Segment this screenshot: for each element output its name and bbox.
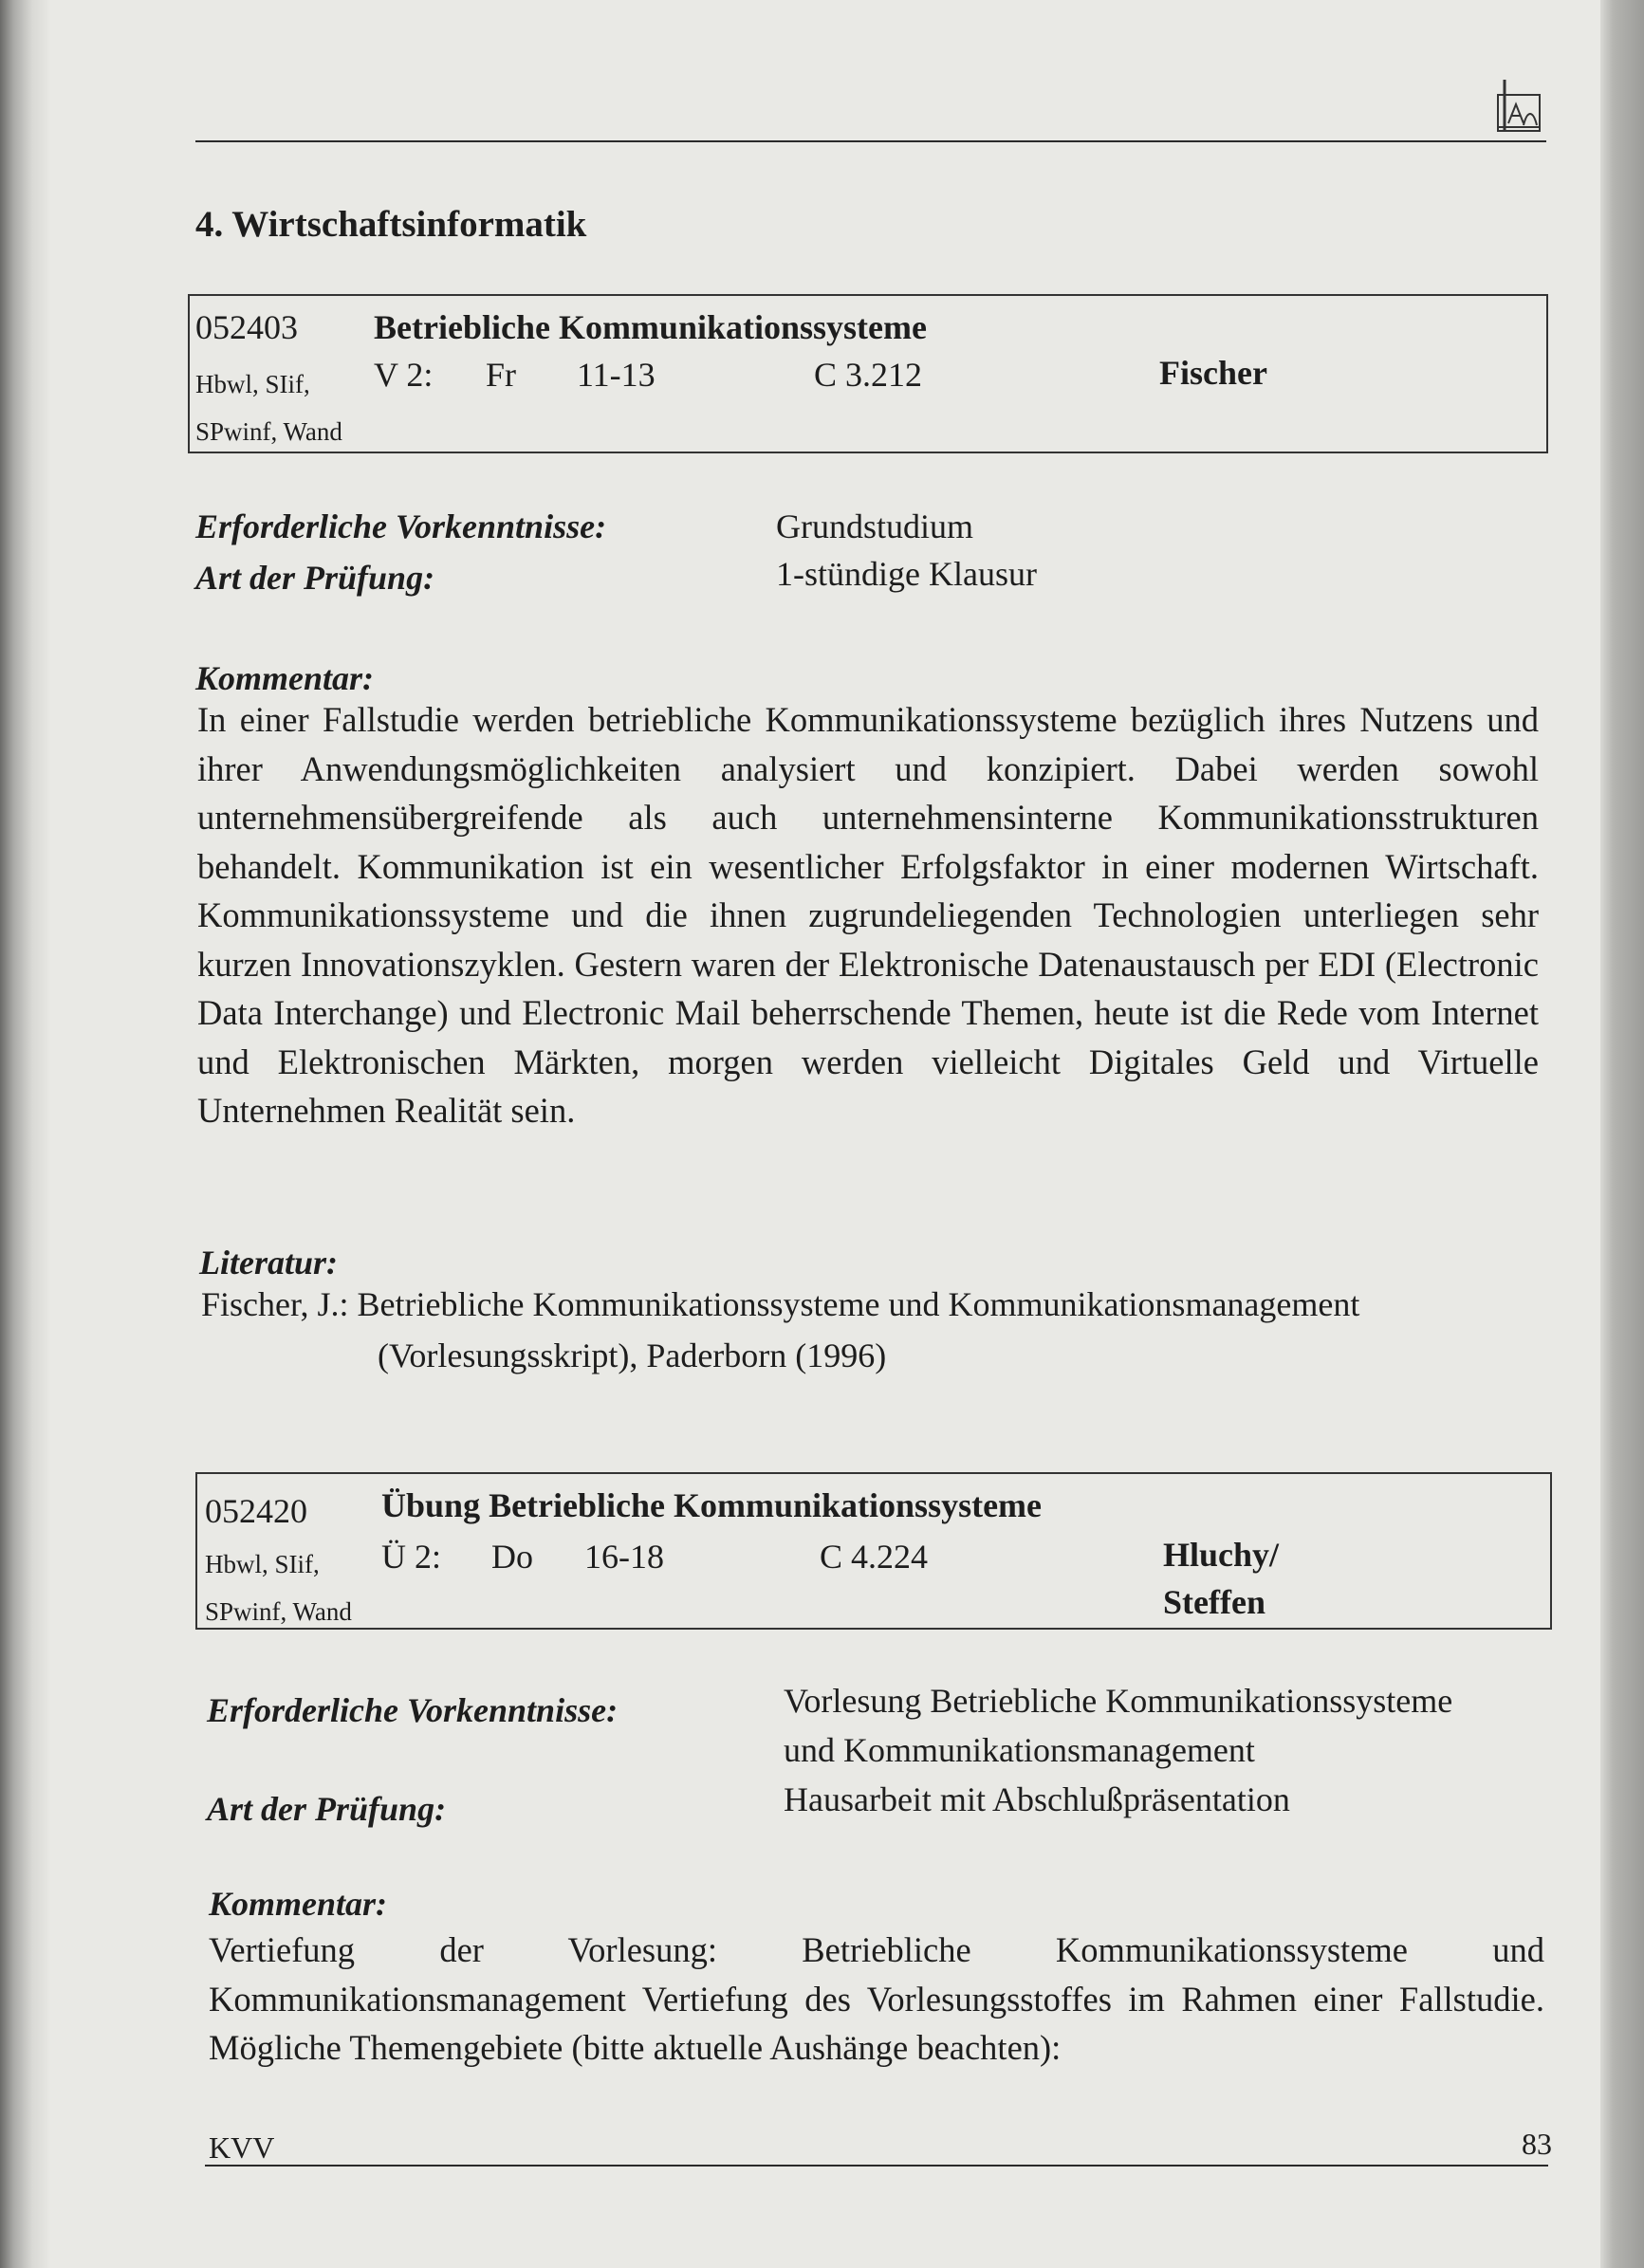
course-title-2: Übung Betriebliche Kommunikationssysteme: [381, 1486, 1043, 1524]
comment-text-2: Vertiefung der Vorlesung: Betriebliche Kommunikationssysteme und Kommunikationsmanagement Vertiefung des Vorlesungsstoffes im Rahmen einer Fallstudie. Mögliche Themengebiete (bitte aktuelle Aushänge beachten):: [209, 1930, 1544, 2067]
page-edge: [1600, 0, 1644, 2268]
comment-text: In einer Fallstudie werden betriebliche Kommunikationssysteme bezüglich ihres Nutzens und ihrer Anwendungsmöglichkeiten analysiert und konzipiert. Dabei werden sowohl unternehmensübergreifende als auch unternehmensinterne Kommunikationsstrukturen behandelt. Kommunikation ist ein wesentlicher Erfolgsfaktor in einer modernen Wirtschaft. Kommunikationssysteme und die ihnen zugrundeliegenden Technologien unterliegen sehr kurzen Innovationszyklen. Gestern waren der Elektronische Datenaustausch per EDI (Electronic Data Interchange) und Electronic Mail beherrschende Themen, heute ist die Rede vom Internet und Elektronischen Märkten, morgen werden vielleicht Digitales Geld und Virtuelle Unternehmen Realität sein.: [197, 700, 1539, 1130]
prereq-label-2: Erforderliche Vorkenntnisse:: [207, 1691, 619, 1729]
course-time: 11-13: [577, 356, 656, 394]
course-day-2: Do: [491, 1538, 533, 1576]
course-type: V 2:: [374, 356, 434, 394]
course-programs-3: Hbwl, SIif,: [205, 1550, 320, 1578]
course-number-2: 052420: [205, 1492, 307, 1530]
literature-entry-2: (Vorlesungsskript), Paderborn (1996): [378, 1337, 887, 1374]
exam-label-2: Art der Prüfung:: [207, 1790, 447, 1828]
prereq-label: Erforderliche Vorkenntnisse:: [195, 507, 607, 545]
comment-label-2: Kommentar:: [209, 1885, 388, 1923]
course-programs-2: SPwinf, Wand: [195, 417, 342, 446]
course-type-2: Ü 2:: [381, 1538, 441, 1576]
exam-value: 1-stündige Klausur: [776, 555, 1037, 593]
footer-rule: [205, 2165, 1548, 2167]
course-programs: Hbwl, SIif,: [195, 370, 310, 398]
literature-label: Literatur:: [199, 1244, 339, 1282]
page-number: 83: [1522, 2127, 1552, 2161]
course-lecturer-3: Steffen: [1163, 1583, 1265, 1621]
comment-label: Kommentar:: [195, 659, 375, 697]
section-title: 4. Wirtschaftsinformatik: [195, 204, 587, 245]
prereq-value: Grundstudium: [776, 507, 974, 545]
header-rule: [195, 140, 1546, 142]
course-title: Betriebliche Kommunikationssysteme: [374, 308, 927, 346]
course-time-2: 16-18: [584, 1538, 664, 1576]
footer-label: KVV: [209, 2130, 275, 2165]
course-room-2: C 4.224: [820, 1538, 929, 1576]
prereq-value-2: Vorlesung Betriebliche Kommunikationssysteme: [784, 1682, 1453, 1720]
course-lecturer-2: Hluchy/: [1163, 1536, 1280, 1574]
exam-label: Art der Prüfung:: [195, 559, 435, 597]
literature-entry: Fischer, J.: Betriebliche Kommunikationssysteme und Kommunikationsmanagement: [201, 1285, 1360, 1323]
book-spine: [0, 0, 49, 2268]
university-logo-icon: [1495, 76, 1542, 135]
course-number: 052403: [195, 308, 298, 346]
course-programs-4: SPwinf, Wand: [205, 1597, 352, 1626]
course-room: C 3.212: [814, 356, 923, 394]
prereq-value-3: und Kommunikationsmanagement: [784, 1731, 1255, 1769]
course-day: Fr: [486, 356, 517, 394]
course-lecturer: Fischer: [1159, 354, 1267, 392]
exam-value-2: Hausarbeit mit Abschlußpräsentation: [784, 1780, 1290, 1818]
